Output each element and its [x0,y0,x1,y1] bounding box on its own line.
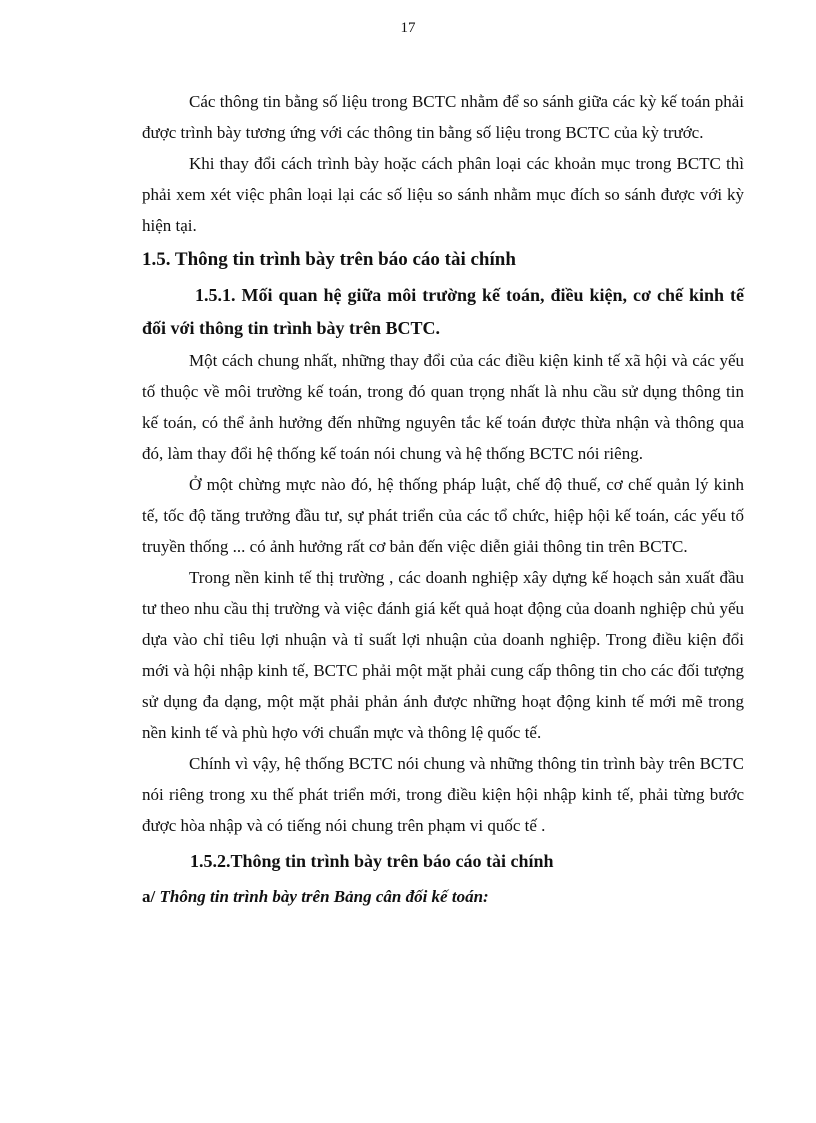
paragraph-general-changes: Một cách chung nhất, những thay đổi của các điều kiện kinh tế xã hội và các yếu tố thuộc về môi trường kế toán, trong đó quan trọng nhất là nhu cầu sử dụng thông tin kế toán, có thể ảnh hưởng đến những nguyên tắc kế toán được thừa nhận và thông qua đó, làm thay đổi hệ thống kế toán nói chung và hệ thống BCTC nói riêng. [142,351,744,463]
section-heading: 1.5. Thông tin trình bày trên báo cáo tài chính [142,249,516,270]
paragraph-comparative-info: Các thông tin bằng số liệu trong BCTC nhằm để so sánh giữa các kỳ kế toán phải được trình bày tương ứng với các thông tin bằng số liệu trong BCTC của kỳ trước. [142,92,744,142]
subsection-heading-1-5-2: 1.5.2.Thông tin trình bày trên báo cáo tài chính [190,851,554,871]
page-content [142,86,744,912]
item-a-prefix: a/ [142,887,156,906]
paragraph-reclassification: Khi thay đổi cách trình bày hoặc cách phân loại các khoản mục trong BCTC thì phải xem xét việc phân loại lại các số liệu so sánh nhằm mục đích so sánh được với kỳ hiện tại. [142,154,744,235]
subsection-heading-1-5-1: 1.5.1. Mối quan hệ giữa môi trường kế toán, điều kiện, cơ chế kinh tế đối với thông tin trình bày trên BCTC. [142,285,744,338]
paragraph-legal-system: Ở một chừng mực nào đó, hệ thống pháp luật, chế độ thuế, cơ chế quản lý kinh tế, tốc độ tăng trưởng đầu tư, sự phát triển của các tổ chức, hiệp hội kế toán, các yếu tố truyền thống ... có ảnh hưởng rất cơ bản đến việc diễn giải thông tin trên BCTC. [142,475,744,556]
paragraph-conclusion: Chính vì vậy, hệ thống BCTC nói chung và những thông tin trình bày trên BCTC nói riêng trong xu thế phát triển mới, trong điều kiện hội nhập kinh tế, phải từng bước được hòa nhập và có tiếng nói chung trên phạm vi quốc tế . [142,754,744,835]
item-a-balance-sheet [142,882,744,912]
paragraph-market-economy: Trong nền kinh tế thị trường , các doanh nghiệp xây dựng kế hoạch sản xuất đầu tư theo nhu cầu thị trường và việc đánh giá kết quả hoạt động của doanh nghiệp chủ yếu dựa vào chỉ tiêu lợi nhuận và tỉ suất lợi nhuận của doanh nghiệp. Trong điều kiện đổi mới và hội nhập kinh tế, BCTC phải một mặt phải cung cấp thông tin cho các đối tượng sử dụng đa dạng, một mặt phải phản ánh được những hoạt động kinh tế mới mẽ trong nền kinh tế và phù hợo với chuẩn mực và thông lệ quốc tế. [142,568,744,742]
page-number: 17 [400,20,416,36]
item-a-label: Thông tin trình bày trên Bảng cân đối kế toán: [159,887,489,906]
